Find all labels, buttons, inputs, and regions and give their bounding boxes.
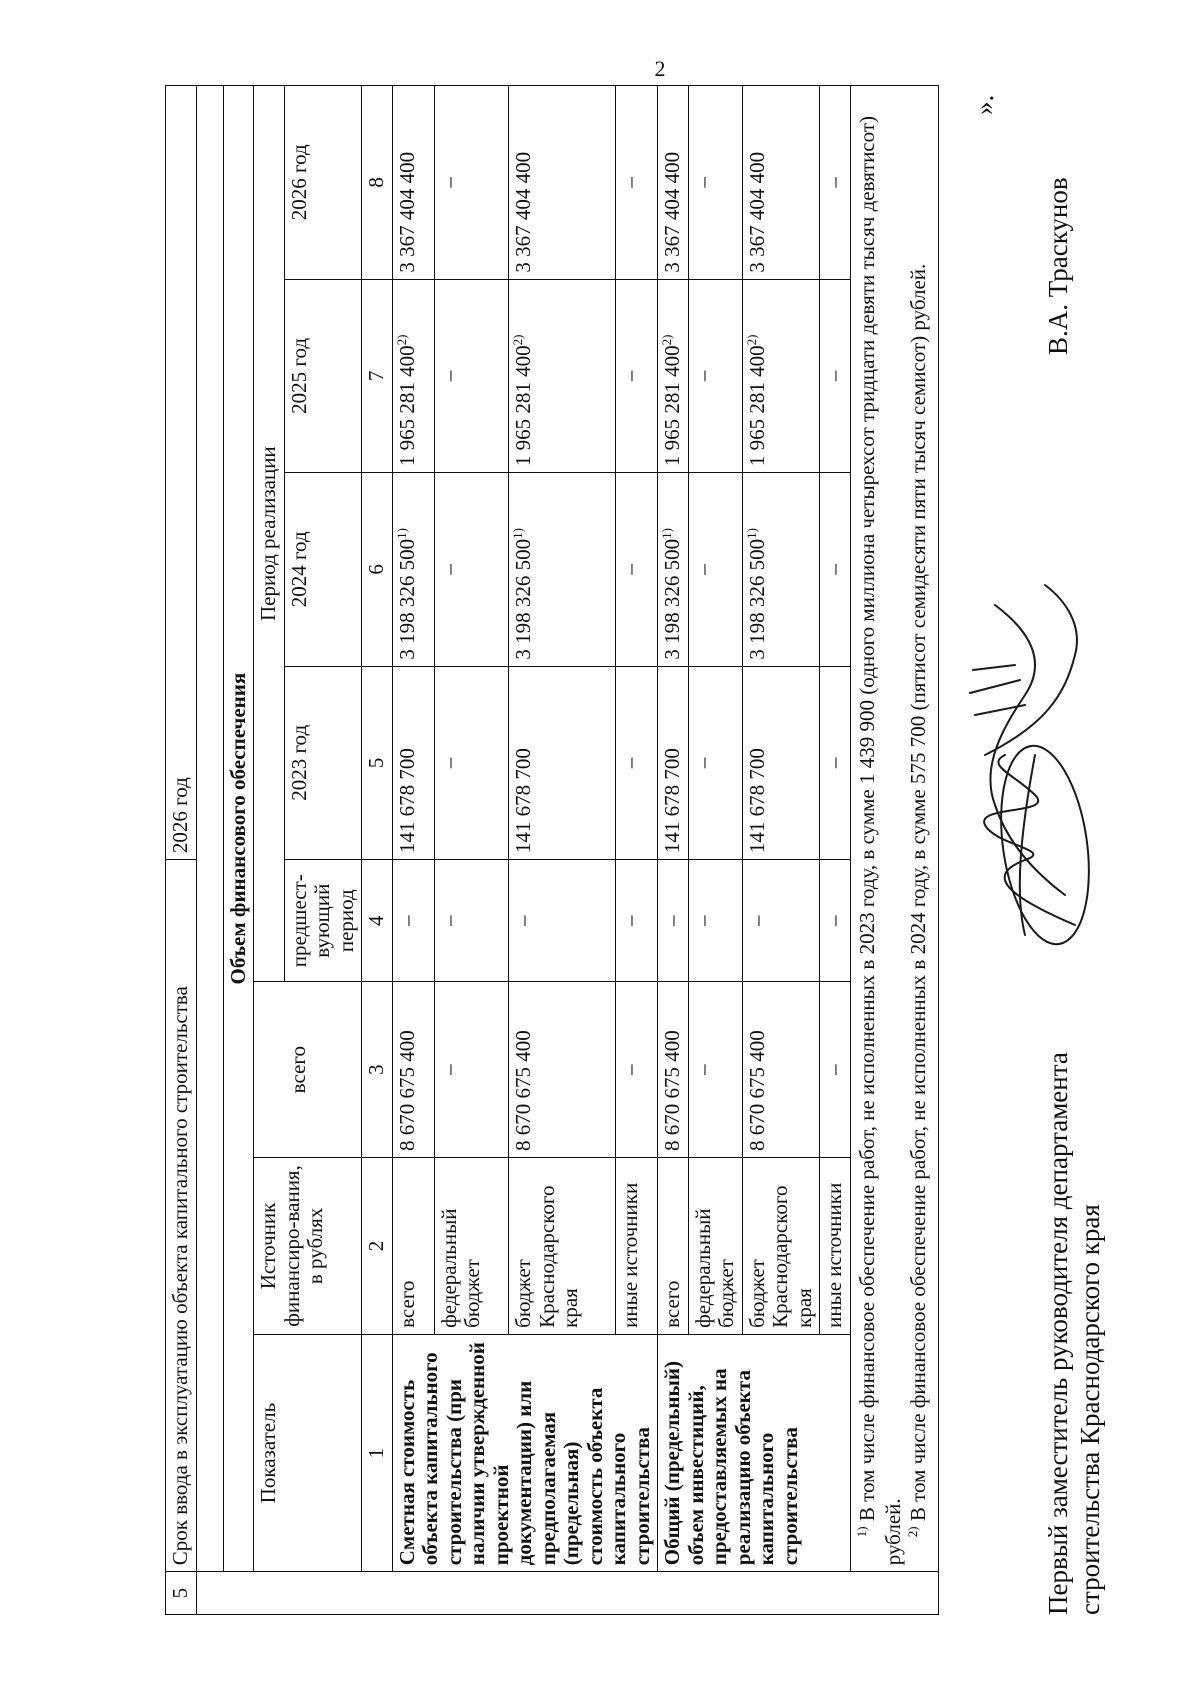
source-cell: иные источники <box>616 1158 658 1335</box>
prev-cell: – <box>392 860 434 982</box>
y2024-cell: 3 198 326 500$^{1)}$ <box>658 473 689 666</box>
group-label: Сметная стоимость объекта капитального строительства (при наличии утвержденной проектной документации) или предполагаемая (предельная) стоимость объекта капитального строительства <box>392 1334 658 1571</box>
y2023-cell: 141 678 700 <box>658 666 689 859</box>
row-5-number: 5 <box>166 1572 197 1615</box>
col-number: 5 <box>362 666 393 859</box>
closing-quote: ». <box>969 94 999 115</box>
y2026-cell: 3 367 404 400 <box>509 86 616 280</box>
total-cell: – <box>434 982 509 1158</box>
row-5-value: 2026 год <box>166 86 197 860</box>
header-row-1 <box>254 86 285 1615</box>
y2025-cell: – <box>820 279 851 472</box>
footnote-2: $^{2)}$ В том числе финансовое обеспечение работ, не исполненных в 2024 году, в сумме 575 700 (пятисот семидесяти пяти тысяч семисот) рублей. <box>905 263 931 1538</box>
col-2026: 2026 год <box>284 86 362 280</box>
footnotes-row <box>850 86 938 1615</box>
y2025-cell: – <box>688 279 742 472</box>
y2025-cell: 1 965 281 400$^{2)}$ <box>742 279 820 472</box>
y2023-cell: – <box>434 666 509 859</box>
total-cell: – <box>688 982 742 1158</box>
table-row <box>658 86 689 1615</box>
prev-cell: – <box>616 860 658 982</box>
signer-title: Первый заместитель руководителя департамента строительства Краснодарского края <box>1043 1052 1105 1615</box>
y2024-cell: – <box>434 473 509 666</box>
y2024-cell: – <box>688 473 742 666</box>
spacer-row <box>196 86 223 1615</box>
footnotes <box>850 86 938 1572</box>
y2023-cell: 141 678 700 <box>392 666 434 859</box>
col-2024: 2024 год <box>284 473 362 666</box>
total-cell: 8 670 675 400 <box>742 982 820 1158</box>
y2023-cell: 141 678 700 <box>742 666 820 859</box>
prev-cell: – <box>658 860 689 982</box>
y2023-cell: – <box>688 666 742 859</box>
signer-name: В.А. Траскунов <box>1043 177 1073 355</box>
prev-cell: – <box>742 860 820 982</box>
prev-cell: – <box>820 860 851 982</box>
col-indicator: Показатель <box>254 1334 362 1571</box>
page-number: 2 <box>654 56 666 81</box>
y2026-cell: 3 367 404 400 <box>742 86 820 280</box>
y2025-cell: 1 965 281 400$^{2)}$ <box>509 279 616 472</box>
group-label: Общий (предельный) объем инвестиций, предоставляемых на реализацию объекта капитального строительства <box>658 1334 851 1571</box>
y2026-cell: – <box>820 86 851 280</box>
footnote-1: $^{1)}$ В том числе финансовое обеспечение работ, не исполненных в 2023 году, в сумме 1 439 900 (одного миллиона четырехсот тридцати девяти тысяч девятисот) рублей. <box>853 115 905 1566</box>
col-total: всего <box>284 982 362 1158</box>
col-prev: предшест-вующий период <box>284 860 362 982</box>
y2024-cell: 3 198 326 500$^{1)}$ <box>742 473 820 666</box>
col-number: 7 <box>362 279 393 472</box>
column-numbers-row <box>362 86 393 1615</box>
total-cell: – <box>820 982 851 1158</box>
total-cell: – <box>616 982 658 1158</box>
total-cell: 8 670 675 400 <box>658 982 689 1158</box>
row-5-label: Срок ввода в эксплуатацию объекта капитального строительства <box>166 860 197 1572</box>
prev-cell: – <box>688 860 742 982</box>
y2026-cell: – <box>616 86 658 280</box>
col-number: 3 <box>362 982 393 1158</box>
total-cell: 8 670 675 400 <box>509 982 616 1158</box>
y2023-cell: – <box>616 666 658 859</box>
source-cell: всего <box>658 1158 689 1335</box>
y2024-cell: 3 198 326 500$^{1)}$ <box>509 473 616 666</box>
source-cell: федеральный бюджет <box>434 1158 509 1335</box>
y2023-cell: 141 678 700 <box>509 666 616 859</box>
y2024-cell: – <box>820 473 851 666</box>
col-number: 8 <box>362 86 393 280</box>
y2026-cell: 3 367 404 400 <box>658 86 689 280</box>
col-number: 6 <box>362 473 393 666</box>
y2024-cell: – <box>616 473 658 666</box>
source-cell: иные источники <box>820 1158 851 1335</box>
source-cell: всего <box>392 1158 434 1335</box>
row-5 <box>166 86 197 1615</box>
col-2025: 2025 год <box>284 279 362 472</box>
y2025-cell: 1 965 281 400$^{2)}$ <box>658 279 689 472</box>
col-period: Период реализации <box>254 86 285 982</box>
prev-cell: – <box>434 860 509 982</box>
y2026-cell: – <box>688 86 742 280</box>
y2025-cell: 1 965 281 400$^{2)}$ <box>392 279 434 472</box>
y2024-cell: 3 198 326 500$^{1)}$ <box>392 473 434 666</box>
col-number: 1 <box>362 1334 393 1571</box>
handwritten-signature-icon <box>965 575 1115 955</box>
rotated-content <box>165 45 1155 1615</box>
y2026-cell: 3 367 404 400 <box>392 86 434 280</box>
y2023-cell: – <box>820 666 851 859</box>
col-number: 2 <box>362 1158 393 1335</box>
financing-table <box>165 85 939 1615</box>
total-cell: 8 670 675 400 <box>392 982 434 1158</box>
col-2023: 2023 год <box>284 666 362 859</box>
y2026-cell: – <box>434 86 509 280</box>
source-cell: бюджет Краснодарского края <box>509 1158 616 1335</box>
col-number: 4 <box>362 860 393 982</box>
prev-cell: – <box>509 860 616 982</box>
table-title-row <box>223 86 254 1615</box>
y2025-cell: – <box>434 279 509 472</box>
col-source: Источник финансиро-вания, в рублях <box>254 1158 362 1335</box>
y2025-cell: – <box>616 279 658 472</box>
source-cell: бюджет Краснодарского края <box>742 1158 820 1335</box>
table-title: Объем финансового обеспечения <box>223 86 254 1572</box>
source-cell: федеральный бюджет <box>688 1158 742 1335</box>
signature-block <box>965 85 1125 1615</box>
table-row <box>392 86 434 1615</box>
